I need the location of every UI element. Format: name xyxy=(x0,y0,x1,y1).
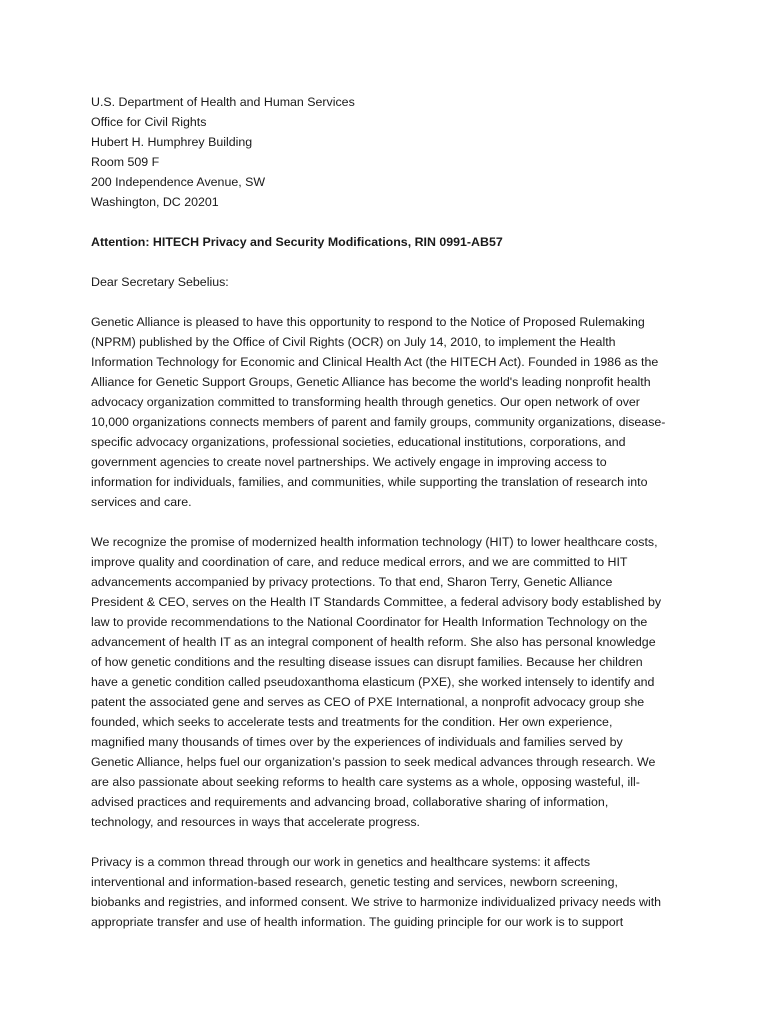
paragraph-intro xyxy=(91,312,691,512)
paragraph-line: specific advocacy organizations, professional societies, educational institutions, corporations, and xyxy=(91,435,626,449)
paragraph-privacy xyxy=(91,852,691,932)
paragraph-line: have a genetic condition called pseudoxanthoma elasticum (PXE), she worked intensely to identify and xyxy=(91,675,655,689)
paragraph-line: We recognize the promise of modernized health information technology (HIT) to lower healthcare costs, xyxy=(91,535,658,549)
address-line-city: Washington, DC 20201 xyxy=(91,195,219,209)
paragraph-line: information for individuals, families, and communities, while supporting the translation of research into xyxy=(91,475,648,489)
paragraph-line: appropriate transfer and use of health information. The guiding principle for our work is to support xyxy=(91,915,624,929)
paragraph-line: Alliance for Genetic Support Groups, Genetic Alliance has become the world's leading nonprofit health xyxy=(91,375,651,389)
paragraph-line: advancement of health IT as an integral component of health reform. She also has personal knowledge xyxy=(91,635,656,649)
salutation: Dear Secretary Sebelius: xyxy=(91,275,229,289)
paragraph-line: advocacy organization committed to transforming health through genetics. Our open network of over xyxy=(91,395,640,409)
paragraph-line: of how genetic conditions and the resulting disease issues can disrupt families. Because her children xyxy=(91,655,643,669)
paragraph-line: President & CEO, serves on the Health IT Standards Committee, a federal advisory body established by xyxy=(91,595,662,609)
paragraph-line: magnified many thousands of times over by the experiences of individuals and families served by xyxy=(91,735,623,749)
address-line-agency: U.S. Department of Health and Human Services xyxy=(91,95,355,109)
paragraph-line: advised practices and requirements and advancing broad, collaborative sharing of information, xyxy=(91,795,609,809)
address-line-office: Office for Civil Rights xyxy=(91,115,207,129)
attention-line: Attention: HITECH Privacy and Security Modifications, RIN 0991-AB57 xyxy=(91,235,503,249)
paragraph-line: law to provide recommendations to the National Coordinator for Health Information Technology on the xyxy=(91,615,648,629)
paragraph-hit xyxy=(91,532,691,832)
paragraph-line: Genetic Alliance is pleased to have this opportunity to respond to the Notice of Proposed Rulemaking xyxy=(91,315,645,329)
address-line-building: Hubert H. Humphrey Building xyxy=(91,135,253,149)
paragraph-line: advancements accompanied by privacy protections. To that end, Sharon Terry, Genetic Alliance xyxy=(91,575,613,589)
address-line-room: Room 509 F xyxy=(91,155,160,169)
paragraph-line: improve quality and coordination of care, and reduce medical errors, and we are committed to HIT xyxy=(91,555,628,569)
address-line-street: 200 Independence Avenue, SW xyxy=(91,175,266,189)
recipient-address xyxy=(91,92,691,212)
paragraph-line: services and care. xyxy=(91,495,192,509)
paragraph-line: interventional and information-based research, genetic testing and services, newborn screening, xyxy=(91,875,618,889)
paragraph-line: (NPRM) published by the Office of Civil Rights (OCR) on July 14, 2010, to implement the Health xyxy=(91,335,616,349)
paragraph-line: technology, and resources in ways that accelerate progress. xyxy=(91,815,420,829)
paragraph-line: Privacy is a common thread through our work in genetics and healthcare systems: it affects xyxy=(91,855,591,869)
paragraph-line: 10,000 organizations connects members of parent and family groups, community organizations, disease- xyxy=(91,415,666,429)
paragraph-line: government agencies to create novel partnerships. We actively engage in improving access to xyxy=(91,455,607,469)
paragraph-line: founded, which seeks to accelerate tests and treatments for the condition. Her own experience, xyxy=(91,715,613,729)
letter-page xyxy=(91,92,691,932)
paragraph-line: are also passionate about seeking reforms to health care systems as a whole, opposing wasteful, ill- xyxy=(91,775,640,789)
paragraph-line: patent the associated gene and serves as CEO of PXE International, a nonprofit advocacy group she xyxy=(91,695,645,709)
paragraph-line: biobanks and registries, and informed consent. We strive to harmonize individualized privacy needs with xyxy=(91,895,662,909)
paragraph-line: Information Technology for Economic and Clinical Health Act (the HITECH Act). Founded in 1986 as the xyxy=(91,355,659,369)
paragraph-line: Genetic Alliance, helps fuel our organization’s passion to seek medical advances through research. We xyxy=(91,755,656,769)
